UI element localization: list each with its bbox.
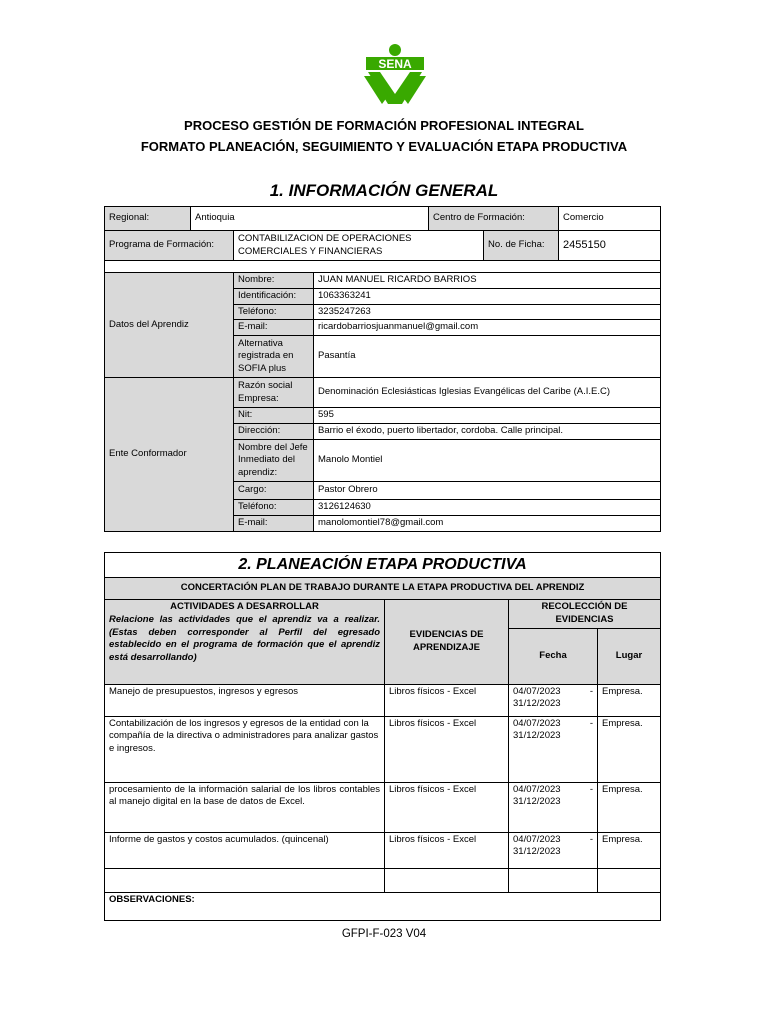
email-aprendiz-value: ricardobarriosjuanmanuel@gmail.com	[314, 320, 661, 336]
programa-label: Programa de Formación:	[105, 231, 234, 261]
fecha-cell	[509, 716, 598, 782]
fecha-cell	[509, 832, 598, 868]
fecha-inicio: 04/07/2023	[513, 717, 561, 729]
ficha-value: 2455150	[559, 231, 661, 261]
cargo-label: Cargo:	[234, 482, 314, 500]
direccion-value: Barrio el éxodo, puerto libertador, cordoba. Calle principal.	[314, 424, 661, 440]
telefono-ente-label: Teléfono:	[234, 500, 314, 516]
table-row	[105, 716, 661, 782]
telefono-ente-value: 3126124630	[314, 500, 661, 516]
actividades-header	[105, 600, 385, 685]
actividad-cell: Manejo de presupuestos, ingresos y egresos	[105, 684, 385, 716]
email-ente-label: E-mail:	[234, 516, 314, 532]
actividad-cell: Informe de gastos y costos acumulados. (quincenal)	[105, 832, 385, 868]
fecha-sep: -	[589, 783, 593, 795]
ficha-label: No. de Ficha:	[484, 231, 559, 261]
fecha-sep: -	[589, 833, 593, 845]
razon-social-label: Razón social Empresa:	[234, 378, 314, 408]
cargo-value: Pastor Obrero	[314, 482, 661, 500]
evidencia-cell: Libros físicos - Excel	[385, 716, 509, 782]
table-row	[105, 684, 661, 716]
nit-value: 595	[314, 408, 661, 424]
centro-label: Centro de Formación:	[429, 207, 559, 231]
centro-value: Comercio	[559, 207, 661, 231]
fecha-sep: -	[589, 685, 593, 697]
fecha-fin: 31/12/2023	[513, 730, 561, 742]
fecha-fin: 31/12/2023	[513, 698, 561, 710]
logo-text: SENA	[378, 57, 412, 71]
empty-row	[105, 868, 661, 892]
programa-value: CONTABILIZACION DE OPERACIONES COMERCIALES Y FINANCIERAS	[234, 231, 484, 261]
planeacion-table	[104, 552, 661, 921]
spacer-row	[105, 261, 661, 273]
email-ente-value: manolomontiel78@gmail.com	[314, 516, 661, 532]
regional-value: Antioquia	[191, 207, 429, 231]
regional-label: Regional:	[105, 207, 191, 231]
jefe-label: Nombre del Jefe Inmediato del aprendiz:	[234, 440, 314, 482]
aprendiz-group-label: Datos del Aprendiz	[105, 273, 234, 378]
recoleccion-header: RECOLECCIÓN DE EVIDENCIAS	[509, 600, 661, 629]
fecha-inicio: 04/07/2023	[513, 833, 561, 845]
observaciones-label: OBSERVACIONES:	[105, 892, 661, 920]
evidencia-cell: Libros físicos - Excel	[385, 832, 509, 868]
sena-logo	[362, 42, 428, 106]
alternativa-value: Pasantía	[314, 336, 661, 378]
fecha-sep: -	[589, 717, 593, 729]
identificacion-value: 1063363241	[314, 288, 661, 304]
fecha-cell	[509, 782, 598, 832]
telefono-aprendiz-label: Teléfono:	[234, 304, 314, 320]
fecha-inicio: 04/07/2023	[513, 783, 561, 795]
fecha-header: Fecha	[509, 628, 598, 684]
jefe-value: Manolo Montiel	[314, 440, 661, 482]
razon-social-value: Denominación Eclesiásticas Iglesias Evangélicas del Caribe (A.I.E.C)	[314, 378, 661, 408]
alternativa-label: Alternativa registrada en SOFIA plus	[234, 336, 314, 378]
header-line-2: FORMATO PLANEACIÓN, SEGUIMIENTO Y EVALUACIÓN ETAPA PRODUCTIVA	[140, 139, 628, 154]
evidencias-header: EVIDENCIAS DE APRENDIZAJE	[385, 600, 509, 685]
general-info-grid	[104, 206, 661, 532]
telefono-aprendiz-value: 3235247263	[314, 304, 661, 320]
fecha-fin: 31/12/2023	[513, 846, 561, 858]
actividad-cell: procesamiento de la información salarial de los libros contables al manejo digital en la base de datos de Excel.	[105, 782, 385, 832]
lugar-cell: Empresa.	[598, 832, 661, 868]
header-line-1: PROCESO GESTIÓN DE FORMACIÓN PROFESIONAL INTEGRAL	[184, 118, 584, 133]
actividades-heading: ACTIVIDADES A DESARROLLAR	[170, 601, 319, 612]
ente-group-label: Ente Conformador	[105, 378, 234, 532]
nombre-value: JUAN MANUEL RICARDO BARRIOS	[314, 273, 661, 289]
fecha-fin: 31/12/2023	[513, 796, 561, 808]
lugar-header: Lugar	[598, 628, 661, 684]
actividades-note: Relacione las actividades que el aprendiz va a realizar. (Estas deben corresponder al Perfil del egresado establecido en el programa de formación que el aprendiz está desarrollando)	[109, 613, 380, 664]
table-row	[105, 832, 661, 868]
fecha-cell	[509, 684, 598, 716]
lugar-cell: Empresa.	[598, 716, 661, 782]
nit-label: Nit:	[234, 408, 314, 424]
lugar-cell: Empresa.	[598, 782, 661, 832]
actividad-cell: Contabilización de los ingresos y egresos de la entidad con la compañía de la directiva o administradores para analizar gastos e ingresos.	[105, 716, 385, 782]
evidencia-cell: Libros físicos - Excel	[385, 684, 509, 716]
direccion-label: Dirección:	[234, 424, 314, 440]
lugar-cell: Empresa.	[598, 684, 661, 716]
nombre-label: Nombre:	[234, 273, 314, 289]
concertacion-subtitle: CONCERTACIÓN PLAN DE TRABAJO DURANTE LA ETAPA PRODUCTIVA DEL APRENDIZ	[105, 578, 661, 600]
section-2-title: 2. PLANEACIÓN ETAPA PRODUCTIVA	[105, 553, 661, 578]
footer-code: GFPI-F-023 V04	[341, 928, 427, 940]
email-aprendiz-label: E-mail:	[234, 320, 314, 336]
identificacion-label: Identificación:	[234, 288, 314, 304]
fecha-inicio: 04/07/2023	[513, 685, 561, 697]
evidencia-cell: Libros físicos - Excel	[385, 782, 509, 832]
table-row	[105, 782, 661, 832]
section-1-title: 1. INFORMACIÓN GENERAL	[269, 181, 499, 200]
